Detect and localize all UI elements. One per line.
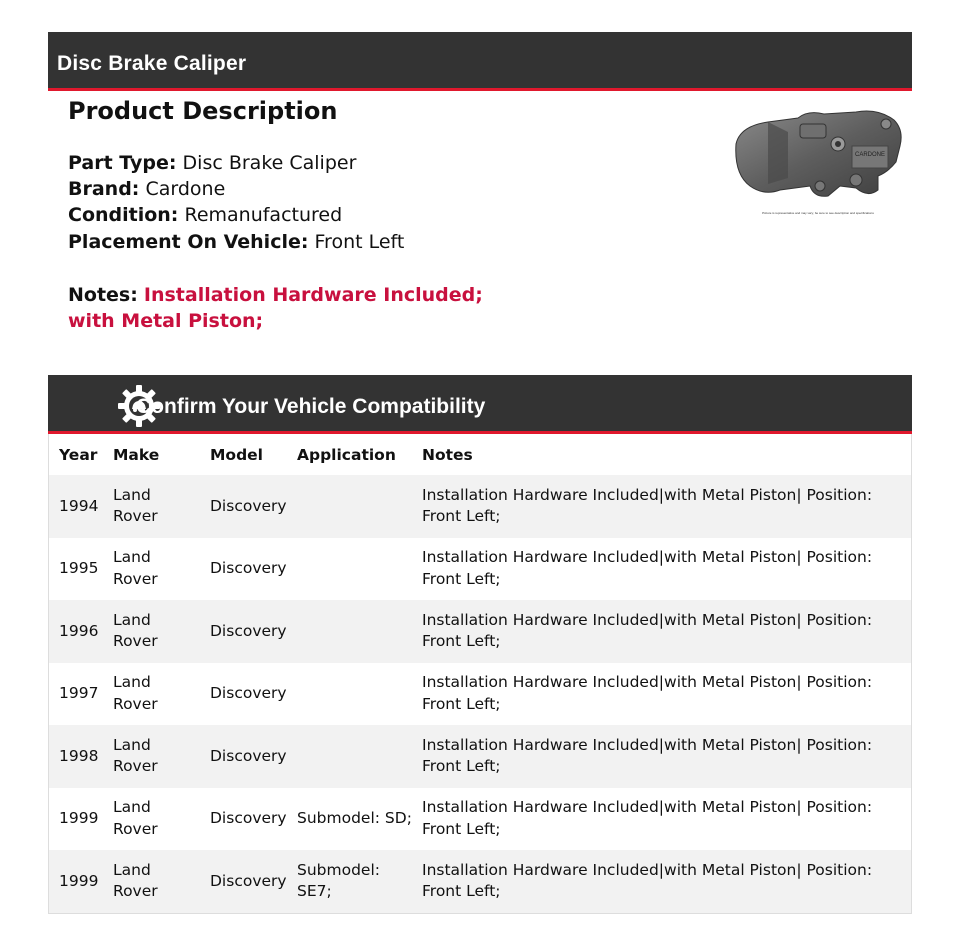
cell-notes: Installation Hardware Included|with Metal Piston| Position: Front Left; — [422, 673, 873, 713]
col-notes: Notes — [412, 434, 912, 475]
placement-label: Placement On Vehicle: — [68, 231, 309, 253]
condition-line — [68, 202, 342, 228]
part-type-label: Part Type: — [68, 152, 177, 174]
col-year: Year — [49, 434, 104, 475]
cell-notes: Installation Hardware Included|with Metal Piston| Position: Front Left; — [412, 600, 912, 663]
cell-year: 1999 — [59, 809, 99, 827]
cell-year: 1998 — [49, 725, 104, 788]
col-make: Make — [103, 434, 200, 475]
cell-notes: Installation Hardware Included|with Metal Piston| Position: Front Left; — [412, 475, 912, 538]
part-type-line — [68, 150, 356, 176]
description-heading: Product Description — [68, 97, 338, 125]
cell-year: 1994 — [49, 475, 104, 538]
cell-application — [287, 538, 412, 601]
cell-make: Land Rover — [113, 798, 158, 838]
brand-value: Cardone — [145, 178, 226, 200]
condition-label: Condition: — [68, 204, 179, 226]
product-title: Disc Brake Caliper — [57, 52, 247, 75]
cell-make: Land Rover — [103, 600, 200, 663]
table-header-row — [49, 434, 912, 475]
placement-line — [68, 229, 404, 255]
cell-year: 1999 — [49, 850, 104, 913]
cell-notes: Installation Hardware Included|with Metal Piston| Position: Front Left; — [422, 548, 873, 588]
notes-line — [68, 282, 483, 308]
cell-model: Discovery — [210, 809, 287, 827]
table-row — [49, 475, 912, 538]
cell-application — [287, 663, 412, 726]
col-application: Application — [287, 434, 412, 475]
cell-model: Discovery — [210, 684, 287, 702]
cell-model: Discovery — [200, 475, 287, 538]
table-row — [49, 725, 912, 788]
table-row — [49, 788, 912, 851]
cell-make: Land Rover — [113, 548, 158, 588]
cell-application: Submodel: SD; — [297, 809, 412, 827]
compatibility-bar — [48, 375, 912, 434]
table-row — [49, 850, 912, 913]
cell-application: Submodel: SE7; — [287, 850, 412, 913]
table-row — [49, 663, 912, 726]
cell-model: Discovery — [200, 600, 287, 663]
cell-application — [287, 725, 412, 788]
cell-application — [287, 475, 412, 538]
cell-notes: Installation Hardware Included|with Metal Piston| Position: Front Left; — [422, 798, 873, 838]
svg-text:CARDONE: CARDONE — [854, 152, 886, 158]
notes-value-1: Installation Hardware Included; — [143, 284, 483, 306]
notes-value-2: with Metal Piston; — [68, 310, 264, 332]
col-model: Model — [200, 434, 287, 475]
cell-model: Discovery — [200, 850, 287, 913]
cell-model: Discovery — [210, 559, 287, 577]
image-caption: Picture is representative and may vary; be sure to see description and specifications — [762, 211, 874, 215]
compatibility-table — [48, 434, 912, 914]
cell-model: Discovery — [200, 725, 287, 788]
cell-application — [287, 600, 412, 663]
cell-make: Land Rover — [103, 475, 200, 538]
placement-value: Front Left — [314, 231, 405, 253]
part-type-value: Disc Brake Caliper — [182, 152, 357, 174]
brand-label: Brand: — [68, 178, 140, 200]
brake-caliper-image — [728, 106, 908, 216]
title-bar — [48, 32, 912, 91]
compatibility-title: Confirm Your Vehicle Compatibility — [136, 395, 486, 418]
condition-value: Remanufactured — [184, 204, 343, 226]
cell-make: Land Rover — [113, 673, 158, 713]
cell-make: Land Rover — [103, 850, 200, 913]
cell-year: 1995 — [59, 559, 99, 577]
notes-line-2 — [68, 308, 263, 334]
cell-notes: Installation Hardware Included|with Metal Piston| Position: Front Left; — [412, 850, 912, 913]
cell-make: Land Rover — [103, 725, 200, 788]
notes-label: Notes: — [68, 284, 138, 306]
cell-notes: Installation Hardware Included|with Metal Piston| Position: Front Left; — [412, 725, 912, 788]
cell-year: 1997 — [59, 684, 99, 702]
cell-year: 1996 — [49, 600, 104, 663]
brand-line — [68, 176, 225, 202]
table-row — [49, 538, 912, 601]
table-row — [49, 600, 912, 663]
